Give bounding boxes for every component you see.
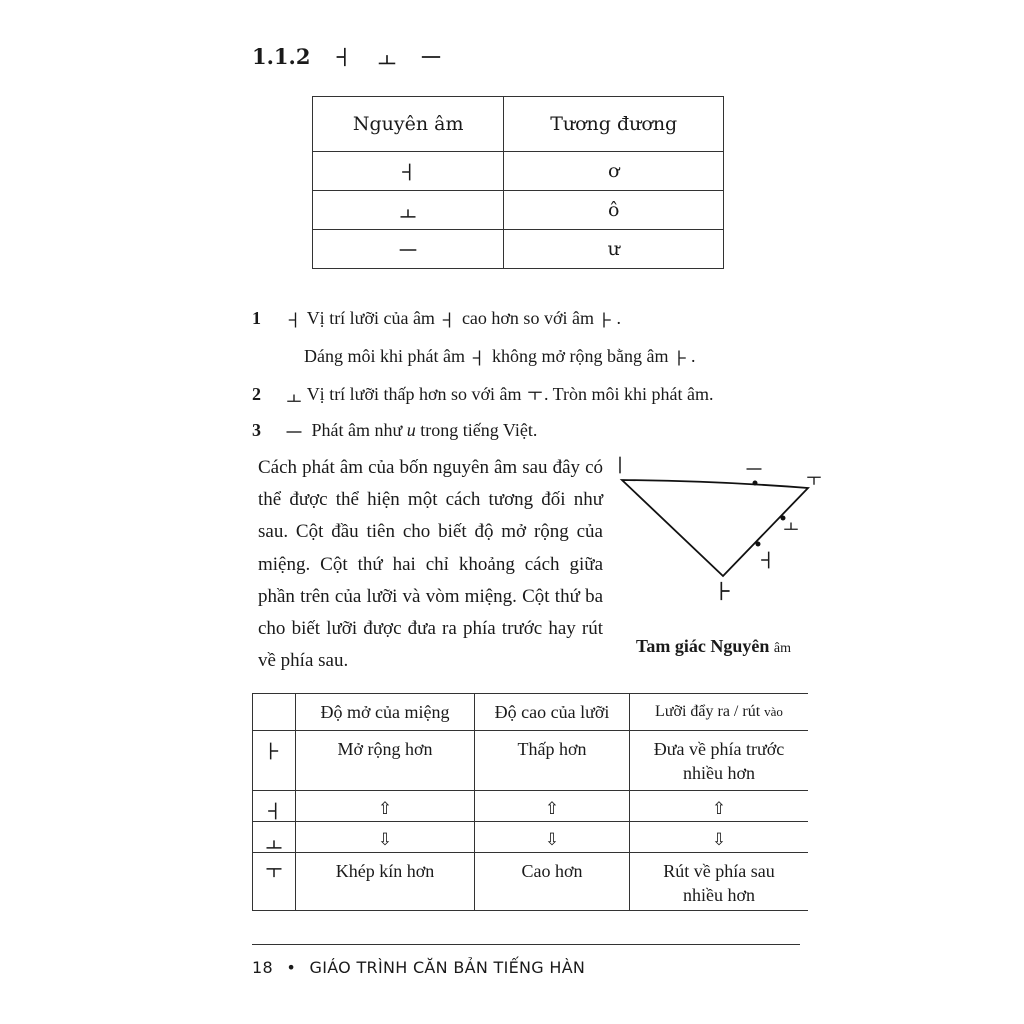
note-number: 2 [252,384,261,404]
table-row [253,791,809,822]
point-eu [753,481,758,486]
note-text: Vị trí lưỡi thấp hơn so với âm [306,384,522,404]
section-heading [252,44,442,69]
up-arrow-icon: ⇧ [630,791,809,822]
label-a [714,580,736,602]
equivalent-cell: ơ [504,152,724,191]
caption-text: âm [773,641,791,656]
vowel-glyph [398,162,418,182]
page-number: 18 [252,958,273,977]
vowel-glyph [439,311,457,329]
column-header: Nguyên âm [313,97,504,152]
note-3 [252,420,537,441]
book-title: GIÁO TRÌNH CĂN BẢN TIẾNG HÀN [309,958,586,977]
vowel-eo-glyph [332,46,354,68]
label-o [782,515,800,533]
vowel-o-glyph [376,46,398,68]
header-text: vào [764,704,783,719]
column-header [253,694,296,731]
note-text: . [616,308,621,328]
header-text: Lưỡi đẩy ra / rút [655,703,761,720]
table-row [253,731,809,791]
table-cell: Thấp hơn [475,731,630,791]
note-text: u [406,420,416,440]
column-header: Độ cao của lưỡi [475,694,630,731]
column-header: Độ mở của miệng [296,694,475,731]
caption-text: Tam giác Nguyên [636,636,770,656]
label-eo [757,550,777,570]
vowel-glyph [264,832,284,852]
table-row [313,230,724,269]
label-u [805,472,823,490]
table-row [253,853,809,911]
vowel-articulation-table [252,693,808,911]
column-header: Tương đương [504,97,724,152]
vowel-glyph [264,863,284,883]
note-text: Vị trí lưỡi của âm [306,308,435,328]
equivalent-cell: ư [504,230,724,269]
table-header-row [253,694,809,731]
vowel-eu-glyph [420,46,442,68]
vowel-glyph [285,387,303,405]
down-arrow-icon: ⇩ [475,822,630,853]
note-text: không mở rộng bằng âm [491,346,669,366]
table-cell: Mở rộng hơn [296,731,475,791]
up-arrow-icon: ⇧ [475,791,630,822]
vowel-glyph [398,240,418,260]
table-row [253,822,809,853]
vowel-glyph [398,201,418,221]
down-arrow-icon: ⇩ [296,822,475,853]
up-arrow-icon: ⇧ [296,791,475,822]
note-text: trong tiếng Việt. [420,420,538,440]
table-cell: Rút về phía sau nhiều hơn [630,853,809,911]
note-text: . Tròn môi khi phát âm. [543,384,714,404]
section-number: 1.1.2 [252,44,311,69]
note-1 [252,308,621,329]
triangle-outline [622,480,808,576]
vowel-glyph [469,349,487,367]
vowel-equivalent-table [312,96,724,269]
vowel-glyph [285,423,303,441]
table-cell: Khép kín hơn [296,853,475,911]
vowel-triangle-diagram [600,450,830,630]
note-number: 1 [252,308,261,328]
label-i [610,455,630,475]
vowel-glyph [264,801,284,821]
note-number: 3 [252,420,261,440]
point-eo [756,542,761,547]
note-text: Dáng môi khi phát âm [304,346,465,366]
table-header-row [313,97,724,152]
table-cell: Đưa về phía trước nhiều hơn [630,731,809,791]
footer-bullet: • [286,958,297,977]
vowel-glyph [526,387,544,405]
note-2 [252,384,714,405]
down-arrow-icon: ⇩ [630,822,809,853]
label-eu [745,460,763,478]
vowel-glyph [264,741,284,761]
vowel-glyph [598,311,616,329]
note-text: cao hơn so với âm [461,308,594,328]
explanation-paragraph: Cách phát âm của bốn nguyên âm sau đây có thể được thể hiện một cách tương đối như sau. Cột đầu tiên cho biết độ mở rộng của miệng. Cột thứ hai chỉ khoảng cách giữa phần trên của lưỡi và vòm miệng. Cột thứ ba cho biết lưỡi được đưa ra phía trước hay rút về phía sau. [258,457,603,672]
column-header [630,694,809,731]
table-row [313,191,724,230]
equivalent-cell: ô [504,191,724,230]
vowel-glyph [285,311,303,329]
page-footer [252,958,585,977]
note-text: Phát âm như [311,420,403,440]
table-cell: Cao hơn [475,853,630,911]
diagram-caption [636,636,791,657]
footer-rule [252,944,800,945]
note-1-continued [304,346,695,367]
vowel-glyph [673,349,691,367]
note-text: . [690,346,696,366]
table-row [313,152,724,191]
